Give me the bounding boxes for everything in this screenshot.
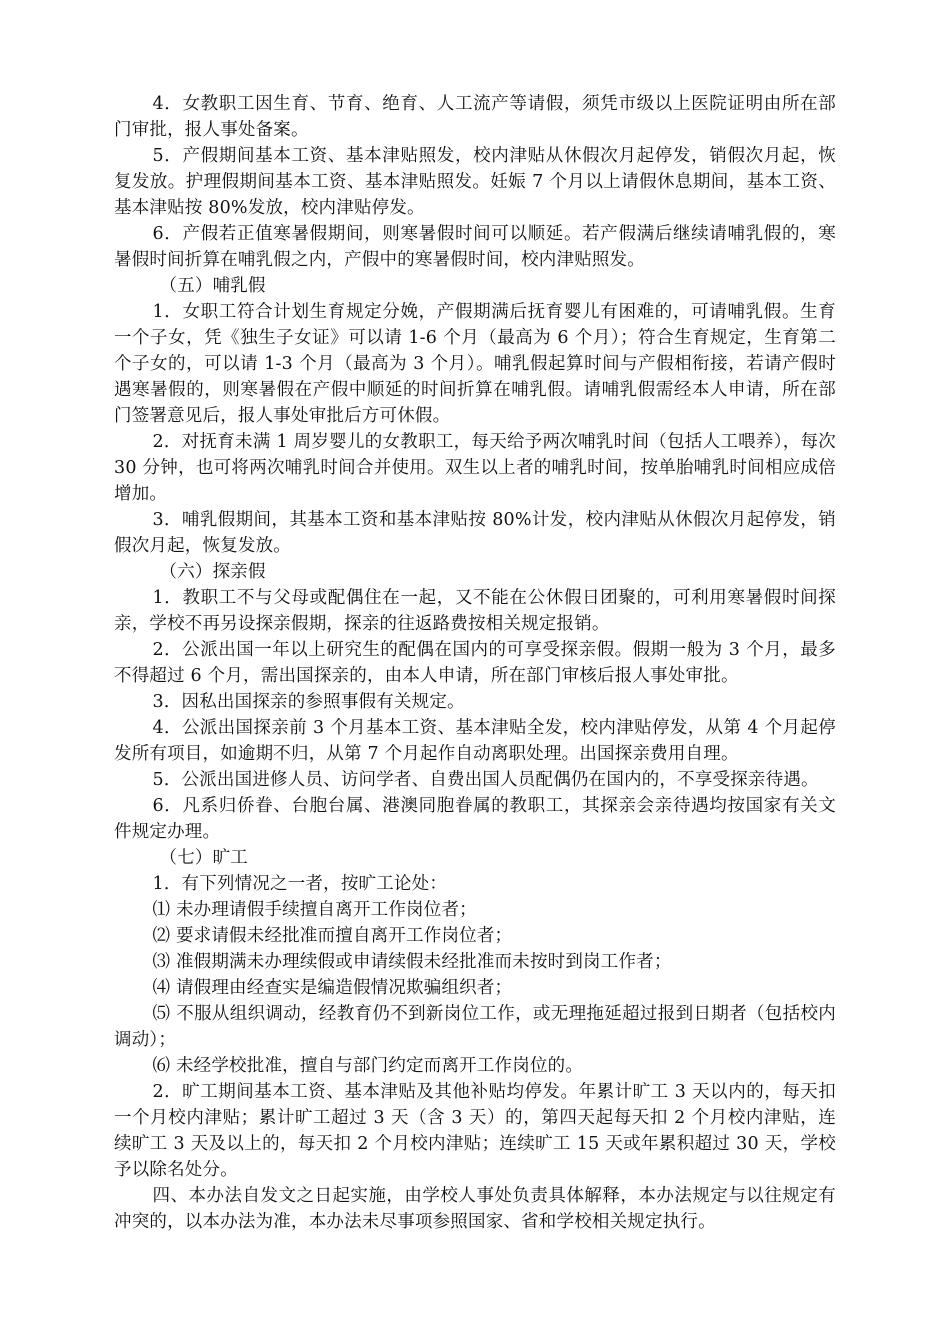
paragraph: 3．哺乳假期间，其基本工资和基本津贴按 80%计发，校内津贴从休假次月起停发，销假次月起，恢复发放。 [114,510,836,556]
paragraph: 1．女职工符合计划生育规定分娩，产假期满后抚育婴儿有困难的，可请哺乳假。生育一个子女，凭《独生子女证》可以请 1-6 个月（最高为 6 个月）；符合生育规定，生育第二个子女的，可以请 1-3 个月（最高为 3 个月）。哺乳假起算时间与产假相衔接，若请产假时遇寒暑假的，则寒暑假在产假中顺延的时间折算在哺乳假。请哺乳假需经本人申请，所在部门签署意见后，报人事处审批后方可休假。 [114,302,836,426]
paragraph: 1．有下列情况之一者，按旷工论处： [152,874,448,894]
section-heading: （五）哺乳假 [159,276,266,296]
paragraph: 3．因私出国探亲的参照事假有关规定。 [152,692,465,712]
document-page [114,91,836,1235]
paragraph: 2．旷工期间基本工资、基本津贴及其他补贴均停发。年累计旷工 3 天以内的，每天扣一个月校内津贴；累计旷工超过 3 天（含 3 天）的，第四天起每天扣 2 个月校内津贴，连续旷工 3 天及以上的，每天扣 2 个月校内津贴；连续旷工 15 天或年累积超过 30 天，学校予以除名处分。 [114,1082,836,1180]
list-item: ⑵ 要求请假未经批准而擅自离开工作岗位者； [152,926,513,946]
paragraph: 5．公派出国进修人员、访问学者、自费出国人员配偶仍在国内的，不享受探亲待遇。 [152,770,819,790]
paragraph: 4．女教职工因生育、节育、绝育、人工流产等请假，须凭市级以上医院证明由所在部门审批，报人事处备案。 [114,94,836,140]
list-item: ⑸ 不服从组织调动，经教育仍不到新岗位工作，或无理拖延超过报到日期者（包括校内调动）； [114,1004,836,1050]
list-item: ⑶ 准假期满未办理续假或申请续假未经批准而未按时到岗工作者； [152,952,672,972]
paragraph: 四、本办法自发文之日起实施，由学校人事处负责具体解释，本办法规定与以往规定有冲突的，以本办法为准，本办法未尽事项参照国家、省和学校相关规定执行。 [114,1186,836,1232]
paragraph: 4．公派出国探亲前 3 个月基本工资、基本津贴全发，校内津贴停发，从第 4 个月起停发所有项目，如逾期不归，从第 7 个月起作自动离职处理。出国探亲费用自理。 [114,718,836,764]
list-item: ⑴ 未办理请假手续擅自离开工作岗位者； [152,900,477,920]
paragraph: 1．教职工不与父母或配偶住在一起，又不能在公休假日团聚的，可利用寒暑假时间探亲，学校不再另设探亲假期，探亲的往返路费按相关规定报销。 [114,588,836,634]
paragraph: 2．对抚育未满 1 周岁婴儿的女教职工，每天给予两次哺乳时间（包括人工喂养），每次 30 分钟，也可将两次哺乳时间合并使用。双生以上者的哺乳时间，按单胎哺乳时间相应成倍增加。 [114,432,836,504]
paragraph: 5．产假期间基本工资、基本津贴照发，校内津贴从休假次月起停发，销假次月起，恢复发放。护理假期间基本工资、基本津贴照发。妊娠 7 个月以上请假休息期间，基本工资、基本津贴按 80%发放，校内津贴停发。 [114,146,836,218]
list-item: ⑹ 未经学校批准，擅自与部门约定而离开工作岗位的。 [152,1056,584,1076]
section-heading: （六）探亲假 [159,562,266,582]
paragraph: 6．凡系归侨眷、台胞台属、港澳同胞眷属的教职工，其探亲会亲待遇均按国家有关文件规定办理。 [114,796,836,842]
list-item: ⑷ 请假理由经查实是编造假情况欺骗组织者； [152,978,513,998]
paragraph: 6．产假若正值寒暑假期间，则寒暑假时间可以顺延。若产假满后继续请哺乳假的，寒暑假时间折算在哺乳假之内，产假中的寒暑假时间，校内津贴照发。 [114,224,836,270]
section-heading: （七）旷工 [159,848,248,868]
paragraph: 2．公派出国一年以上研究生的配偶在国内的可享受探亲假。假期一般为 3 个月，最多不得超过 6 个月，需出国探亲的，由本人申请，所在部门审核后报人事处审批。 [114,640,836,686]
